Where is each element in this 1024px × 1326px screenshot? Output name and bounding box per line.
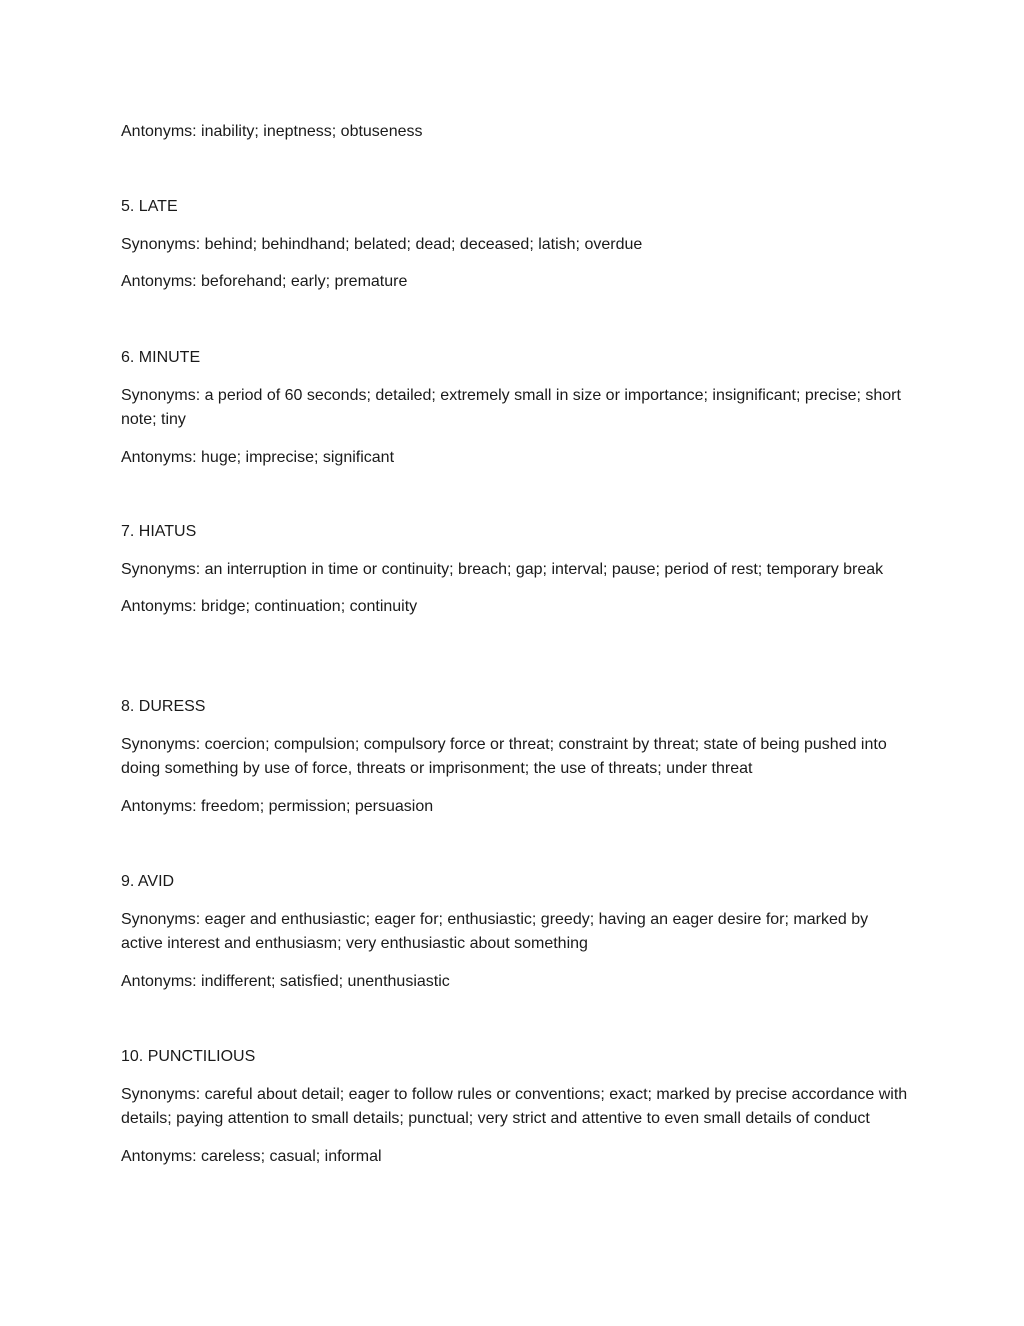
entry-heading: 8. DURESS <box>121 698 206 715</box>
entry-synonyms: Synonyms: a period of 60 seconds; detailed; extremely small in size or importance; insignificant; precise; short note; tiny <box>121 386 901 428</box>
entry-heading: 6. MINUTE <box>121 349 201 366</box>
entry-synonyms: Synonyms: coercion; compulsion; compulsory force or threat; constraint by threat; state of being pushed into doing something by use of force, threats or imprisonment; the use of threats; under threat <box>121 735 887 777</box>
entry-duress <box>121 695 911 819</box>
entry-hiatus <box>121 520 911 620</box>
entry-synonyms: Synonyms: careful about detail; eager to follow rules or conventions; exact; marked by precise accordance with details; paying attention to small details; punctual; very strict and attentive to even small details of conduct <box>121 1085 908 1127</box>
entry-punctilious <box>121 1045 911 1169</box>
entry-antonyms: Antonyms: bridge; continuation; continuity <box>121 598 418 615</box>
entry-heading: 7. HIATUS <box>121 523 197 540</box>
entry-antonyms: Antonyms: huge; imprecise; significant <box>121 448 395 466</box>
intro-antonyms: Antonyms: inability; ineptness; obtuseness <box>121 123 423 140</box>
entry-late <box>121 195 911 295</box>
entry-heading: 9. AVID <box>121 873 175 890</box>
entry-synonyms: Synonyms: eager and enthusiastic; eager for; enthusiastic; greedy; having an eager desire for; marked by active interest and enthusiasm; very enthusiastic about something <box>121 910 869 952</box>
entry-synonyms: Synonyms: an interruption in time or continuity; breach; gap; interval; pause; period of rest; temporary break <box>121 560 884 578</box>
entry-heading: 10. PUNCTILIOUS <box>121 1048 256 1065</box>
entry-antonyms: Antonyms: indifferent; satisfied; unenthusiastic <box>121 972 450 990</box>
entry-heading: 5. LATE <box>121 198 178 215</box>
entry-synonyms: Synonyms: behind; behindhand; belated; dead; deceased; latish; overdue <box>121 235 643 253</box>
entry-antonyms: Antonyms: freedom; permission; persuasion <box>121 797 434 815</box>
entry-avid <box>121 870 911 994</box>
entry-antonyms: Antonyms: beforehand; early; premature <box>121 273 408 290</box>
entry-minute <box>121 346 911 470</box>
entry-antonyms: Antonyms: careless; casual; informal <box>121 1147 382 1165</box>
